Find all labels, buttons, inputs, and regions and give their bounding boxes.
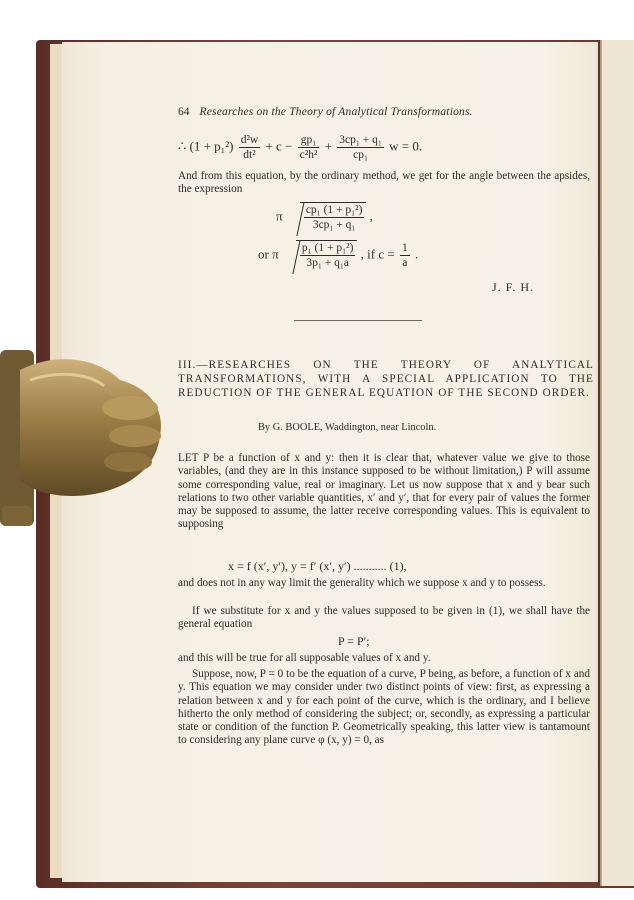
equation-angle-alt: or π $\frac{\text{p₁ (1 + p₁²)}}{\text{3p₁ + q₁a}}$ , if c = $\frac{1}{a}$ . xyxy=(258,242,419,269)
section-divider xyxy=(294,320,422,321)
paragraph-5: Suppose, now, P = 0 to be the equation of a curve, P being, as before, a function of x and y. This equation we may consider under two distinct points of view: first, as expressing a relation between x and y for each point of the curve, which is the ordinary, and I believe hitherto the only method of considering the subject; or, secondly, as expressing a particular state or condition of the function P. Geometrically speaking, this latter view is tantamount to considering any plane curve φ (x, y) = 0, as xyxy=(178,668,590,747)
paragraph-3: If we substitute for x and y the values supposed to be given in (1), we shall have the general equation xyxy=(178,605,590,631)
fraction: $\frac{\text{d²w}}{\text{dt²}}$ xyxy=(240,134,259,161)
byline: By G. BOOLE, Waddington, near Lincoln. xyxy=(258,422,437,433)
paragraph-1: LET P be a function of x and y: then it is clear that, whatever value we give to those variables, (and they are in this instance supposed to be without limitation,) P will assume some corresponding value, real or imaginary. Let us now suppose that x and y bear such relations to two other variable quantities, x′ and y′, that for every pair of values the former may be supposed to assume, the latter receive corresponding values. This is equivalent to supposing xyxy=(178,452,590,531)
gutter-shadow xyxy=(596,40,602,886)
square-root: $\frac{\text{cp₁ (1 + p₁²)}}{\text{3cp₁ + q₁}}$ xyxy=(286,204,367,231)
page-number: 64 xyxy=(178,106,190,118)
running-title: Researches on the Theory of Analytical Transformations. xyxy=(199,106,473,118)
equation-map: x = f (x′, y′), y = f′ (x′, y′) ........... (1), xyxy=(228,559,407,573)
fraction: $\frac{\text{gp₁}}{\text{c²h²}}$ xyxy=(299,134,318,161)
section-title: III.—RESEARCHES ON THE THEORY OF ANALYTICAL TRANSFORMATIONS, WITH A SPECIAL APPLICATION TO THE REDUCTION OF THE GENERAL EQUATION OF THE SECOND ORDER. xyxy=(178,359,594,400)
fraction: $\frac{1}{a}$ xyxy=(401,242,408,269)
paragraph-4: and this will be true for all supposable values of x and y. xyxy=(178,652,431,664)
eq1-plus: + xyxy=(324,138,332,154)
eq1-tail: w = 0. xyxy=(389,138,423,154)
pi-symbol: π xyxy=(276,208,283,224)
brass-clip-icon xyxy=(0,340,170,530)
equation-apsides xyxy=(178,134,422,161)
equation-general: P = P′; xyxy=(338,634,370,648)
facing-page xyxy=(600,40,634,886)
eq1-lead: ∴ (1 + p₁²) xyxy=(178,138,234,154)
paragraph-2: and does not in any way limit the generality which we suppose x and y to possess. xyxy=(178,577,546,589)
fraction: $\frac{\text{3cp₁ + q₁}}{\text{cp₁}}$ xyxy=(339,134,382,161)
intro-paragraph: And from this equation, by the ordinary method, we get for the angle between the apsides, the expression xyxy=(178,170,590,196)
running-header xyxy=(178,106,578,118)
signature: J. F. H. xyxy=(492,280,535,294)
square-root: $\frac{\text{p₁ (1 + p₁²)}}{\text{3p₁ + q₁a}}$ xyxy=(282,242,358,269)
equation-angle: π $\frac{\text{cp₁ (1 + p₁²)}}{\text{3cp₁ + q₁}}$ , xyxy=(276,204,373,231)
eq1-mid: + c − xyxy=(265,138,293,154)
